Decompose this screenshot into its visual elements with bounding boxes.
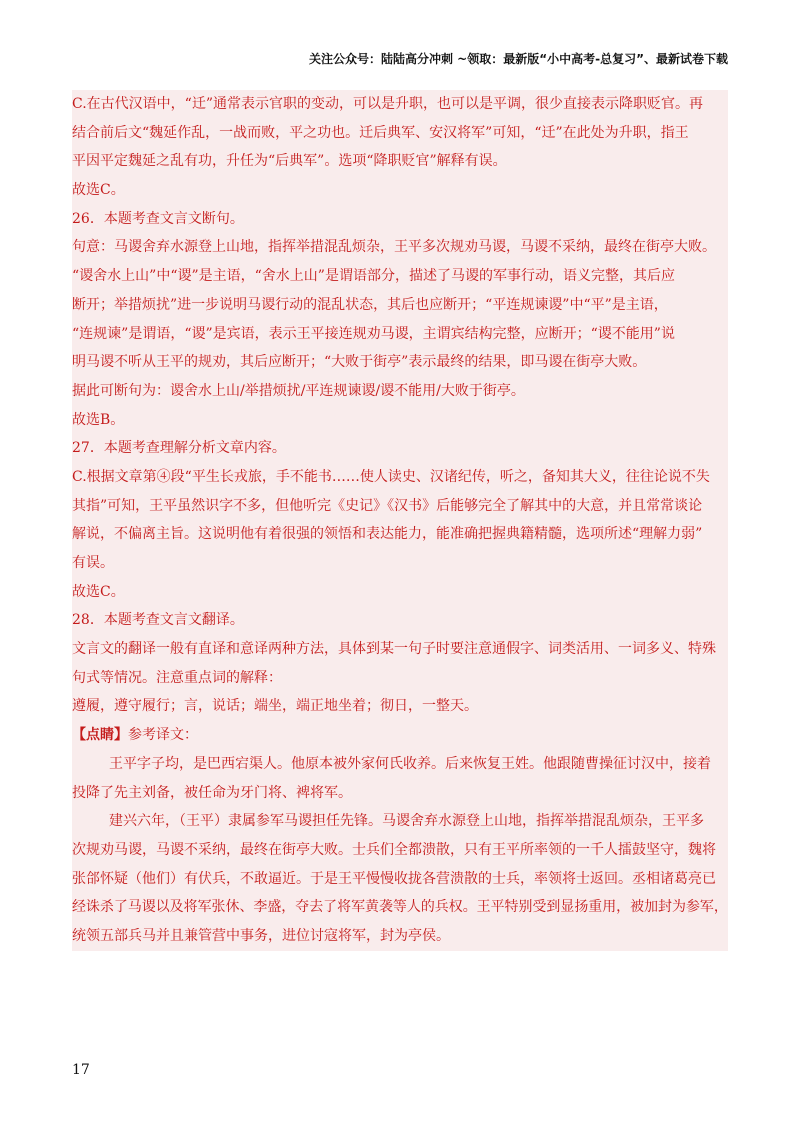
question-heading: 26．本题考查文言文断句。: [72, 210, 244, 227]
translation-line: 张郃怀疑（他们）有伏兵，不敢逼近。于是王平慢慢收拢各营溃散的士兵，率领将士返回。丞相诸葛亮已: [72, 870, 716, 887]
question-heading: 28．本题考查文言文翻译。: [72, 612, 244, 629]
text-line: C.在古代汉语中，“迁”通常表示官职的变动，可以是升职，也可以是平调，很少直接表示降职贬官。再: [72, 96, 703, 112]
question-heading: 27．本题考查理解分析文章内容。: [72, 440, 286, 457]
translation-line: 王平字子均，是巴西宕渠人。他原本被外家何氏收养。后来恢复王姓。他跟随曹操征讨汉中，接着: [109, 755, 711, 772]
text-line: 句式等情况。注意重点词的解释：: [72, 669, 282, 686]
text-line: 解说，不偏离主旨。这说明他有着很强的领悟和表达能力，能准确把握典籍精髓，选项所述“理解力弱”: [72, 526, 703, 543]
translation-line: 次规劝马谡，马谡不采纳，最终在街亭大败。士兵们全都溃散，只有王平所率领的一千人擂鼓坚守，魏将: [72, 841, 716, 858]
answer-line: 故选C。: [72, 583, 125, 600]
text-line: 文言文的翻译一般有直译和意译两种方法，具体到某一句子时要注意通假字、词类活用、一词多义、特殊: [72, 641, 716, 658]
text-line: 句意：马谡舍弃水源登上山地，指挥举措混乱烦杂，王平多次规劝马谡，马谡不采纳，最终在街亭大败。: [72, 239, 716, 256]
answer-line: 故选B。: [72, 411, 125, 428]
text-line: 据此可断句为：谡舍水上山/举措烦扰/平连规谏谡/谡不能用/大败于街亭。: [72, 382, 525, 399]
text-line: 断开；举措烦扰”进一步说明马谡行动的混乱状态，其后也应断开；“平连规谏谡”中“平”是主语，: [72, 296, 668, 313]
text-line: 遵履，遵守履行；言，说话；端坐，端正地坐着；彻日，一整天。: [72, 698, 478, 715]
text-line: C.根据文章第④段“平生长戎旅，手不能书……使人读史、汉诸纪传，听之，备知其大义，往往论说不失: [72, 468, 710, 485]
translation-line: 统领五部兵马并且兼管营中事务，进位讨寇将军，封为亭侯。: [72, 927, 450, 944]
text-line: “连规谏”是谓语，“谡”是宾语，表示王平接连规劝马谡，主谓宾结构完整，应断开；“谡不能用”说: [72, 325, 675, 342]
translation-line: 经诛杀了马谡以及将军张休、李盛，夺去了将军黄袭等人的兵权。王平特别受到显扬重用，被加封为参军，: [72, 899, 728, 916]
text-line: 结合前后文“魏延作乱，一战而败，平之功也。迁后典军、安汉将军”可知，“迁”在此处为升职，指王: [72, 124, 689, 141]
dianjing-text: 参考译文：: [128, 727, 198, 744]
answer-content: [72, 90, 728, 951]
page-header: 关注公众号：陆陆高分冲刺 ~领取：最新版“小中高考-总复习”、最新试卷下载: [309, 52, 728, 66]
translation-line: 投降了先主刘备，被任命为牙门将、裨将军。: [72, 784, 352, 801]
text-line: 其指”可知，王平虽然识字不多，但他听完《史记》《汉书》后能够完全了解其中的大意，并且常常谈论: [72, 497, 703, 514]
answer-line: 故选C。: [72, 182, 125, 199]
page-number: 17: [72, 1062, 90, 1078]
dianjing-tag: 【点睛】: [72, 727, 128, 744]
translation-line: 建兴六年，（王平）隶属参军马谡担任先锋。马谡舍弃水源登上山地，指挥举措混乱烦杂，王平多: [109, 813, 704, 830]
text-line: 明马谡不听从王平的规劝，其后应断开；“大败于街亭”表示最终的结果，即马谡在街亭大败。: [72, 354, 647, 371]
text-line: 平因平定魏延之乱有功，升任为“后典军”。选项“降职贬官”解释有误。: [72, 153, 507, 170]
text-line: 有误。: [72, 555, 114, 571]
dianjing-line: [72, 721, 728, 750]
text-line: “谡舍水上山”中“谡”是主语，“舍水上山”是谓语部分，描述了马谡的军事行动，语义完整，其后应: [72, 268, 675, 285]
